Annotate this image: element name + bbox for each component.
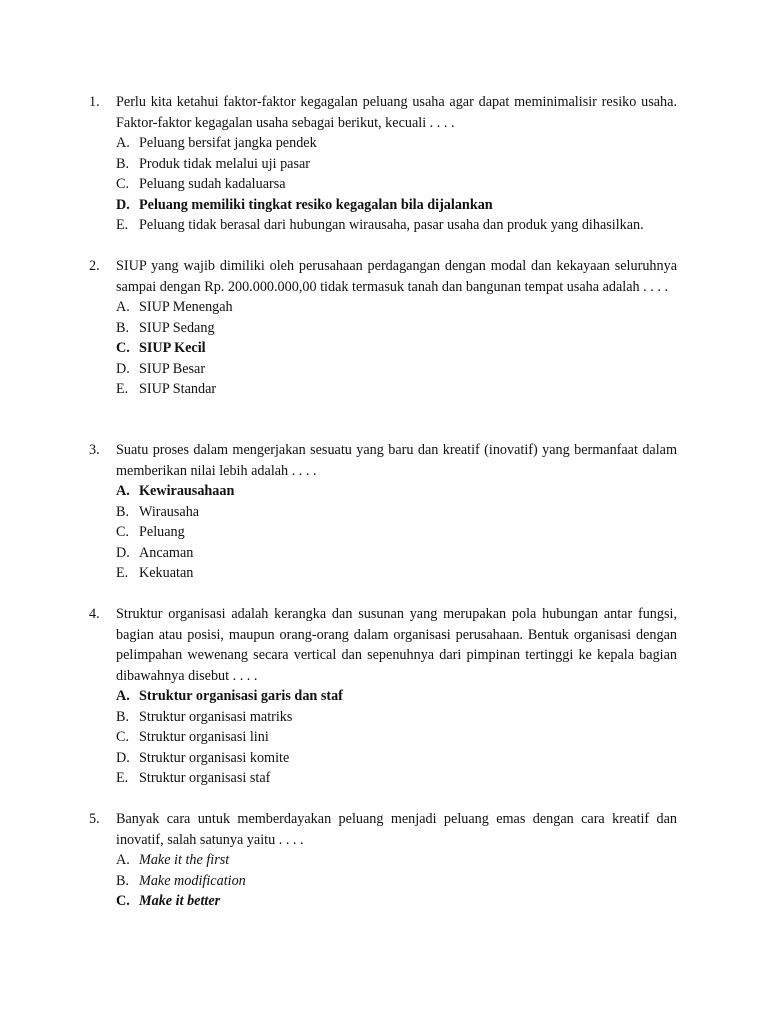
question-3 [89, 440, 677, 584]
option-text: Struktur organisasi matriks [139, 708, 293, 725]
option-text: Peluang tidak berasal dari hubungan wirausaha, pasar usaha dan produk yang dihasilkan. [139, 217, 644, 233]
option-text: Peluang bersifat jangka pendek [139, 135, 317, 151]
option-letter: C. [116, 729, 130, 745]
option-letter: D. [116, 749, 130, 766]
option-d-answer [116, 195, 677, 216]
question-5 [89, 809, 677, 912]
question-text: Struktur organisasi adalah kerangka dan susunan yang merupakan pola hubungan antar fungsi, bagian atau posisi, maupun orang-orang dalam organisasi perusahaan. Bentuk organisasi dengan pelimpahan wewenang secara vertical dan sepenuhnya dari pimpinan tertinggi ke kepala bagian dibawahnya disebut . . . . [116, 606, 677, 684]
options-list [89, 481, 677, 584]
option-letter: A. [116, 299, 130, 315]
option-letter: A. [116, 483, 130, 499]
option-text: SIUP Besar [139, 360, 206, 377]
option-text: Peluang memiliki tingkat resiko kegagalan bila dijalankan [139, 196, 493, 213]
option-d [116, 748, 677, 769]
question-text: SIUP yang wajib dimiliki oleh perusahaan perdagangan dengan modal dan kekayaan seluruhnya sampai dengan Rp. 200.000.000,00 tidak termasuk tanah dan bangunan tempat usaha adalah . . . . [116, 258, 677, 295]
option-letter: B. [116, 872, 130, 889]
option-letter: C. [116, 893, 130, 909]
question-number: 4. [89, 606, 100, 622]
option-c-answer [116, 338, 677, 359]
option-a [116, 133, 677, 154]
question-text: Suatu proses dalam mengerjakan sesuatu yang baru dan kreatif (inovatif) yang bermanfaat dalam memberikan nilai lebih adalah . . . . [116, 442, 677, 479]
options-list [89, 850, 677, 912]
options-list [89, 297, 677, 400]
option-letter: B. [116, 503, 130, 520]
option-text: Wirausaha [139, 503, 200, 520]
option-a-answer [116, 686, 677, 707]
option-text: Peluang sudah kadaluarsa [139, 176, 286, 192]
option-letter: C. [116, 340, 130, 356]
option-text: SIUP Standar [139, 381, 217, 397]
option-text: SIUP Menengah [139, 299, 233, 315]
option-d [116, 543, 677, 564]
option-text: Struktur organisasi lini [139, 729, 269, 745]
option-c [116, 174, 677, 195]
option-b [116, 318, 677, 339]
option-text: Struktur organisasi garis dan staf [139, 688, 343, 704]
question-2 [89, 256, 677, 400]
question-text: Perlu kita ketahui faktor-faktor kegagalan peluang usaha agar dapat meminimalisir resiko usaha. Faktor-faktor kegagalan usaha sebagai berikut, kecuali . . . . [116, 94, 677, 131]
option-letter: C. [116, 524, 130, 540]
option-e [116, 563, 677, 584]
option-text: Produk tidak melalui uji pasar [139, 155, 311, 172]
option-text: Make it the first [139, 852, 230, 868]
option-text: Struktur organisasi komite [139, 749, 290, 766]
option-text: SIUP Sedang [139, 319, 215, 336]
option-text: Make it better [139, 893, 221, 909]
option-letter: E. [116, 381, 129, 397]
option-letter: E. [116, 770, 129, 786]
option-a [116, 850, 677, 871]
options-list [89, 686, 677, 789]
option-b [116, 154, 677, 175]
option-letter: B. [116, 319, 130, 336]
option-text: Kekuatan [139, 565, 194, 581]
option-text: Make modification [139, 872, 246, 889]
option-b [116, 502, 677, 523]
option-letter: D. [116, 360, 130, 377]
option-letter: E. [116, 217, 129, 233]
option-text: Kewirausahaan [139, 483, 235, 499]
option-d [116, 359, 677, 380]
question-number: 2. [89, 258, 100, 274]
option-e [116, 768, 677, 789]
question-number: 5. [89, 811, 100, 827]
option-letter: C. [116, 176, 130, 192]
option-e [116, 215, 677, 236]
option-text: Struktur organisasi staf [139, 770, 271, 786]
option-e [116, 379, 677, 400]
option-text: Ancaman [139, 544, 194, 561]
question-number: 1. [89, 94, 100, 110]
option-a-answer [116, 481, 677, 502]
question-number: 3. [89, 442, 100, 458]
option-text: SIUP Kecil [139, 340, 206, 356]
option-letter: E. [116, 565, 129, 581]
option-text: Peluang [139, 524, 185, 540]
option-letter: D. [116, 544, 130, 561]
option-b [116, 707, 677, 728]
options-list [89, 133, 677, 236]
option-c [116, 727, 677, 748]
option-b [116, 871, 677, 892]
option-c [116, 522, 677, 543]
question-4 [89, 604, 677, 789]
option-letter: B. [116, 708, 130, 725]
option-a [116, 297, 677, 318]
question-text: Banyak cara untuk memberdayakan peluang menjadi peluang emas dengan cara kreatif dan inovatif, salah satunya yaitu . . . . [116, 811, 677, 848]
option-letter: D. [116, 196, 130, 213]
option-letter: A. [116, 852, 130, 868]
option-letter: A. [116, 135, 130, 151]
option-letter: B. [116, 155, 130, 172]
question-1 [89, 92, 677, 236]
option-letter: A. [116, 688, 130, 704]
option-c-answer [116, 891, 677, 912]
